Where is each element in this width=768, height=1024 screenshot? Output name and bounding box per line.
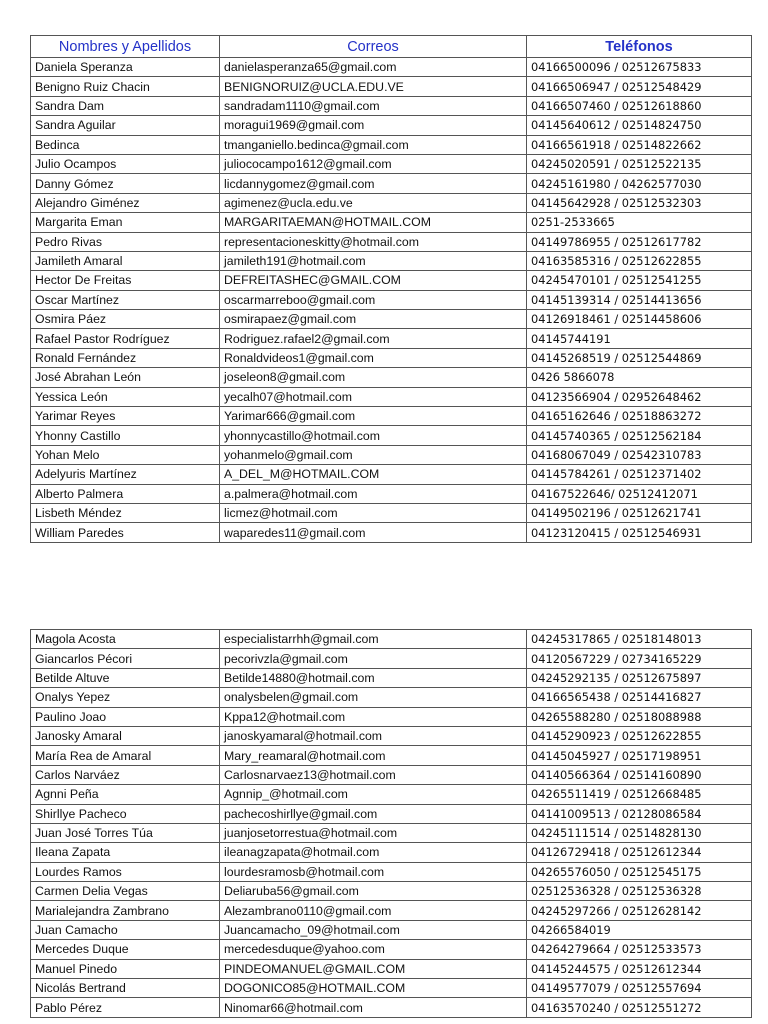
contact-email: danielasperanza65@gmail.com — [220, 58, 527, 77]
contact-name: Carlos Narváez — [31, 765, 220, 784]
contact-email: Kppa12@hotmail.com — [220, 707, 527, 726]
contact-phone: 04123566904 / 02952648462 — [527, 387, 752, 406]
contact-email: moragui1969@gmail.com — [220, 116, 527, 135]
table-body-2 — [31, 630, 752, 1018]
table-row — [31, 465, 752, 484]
contact-name: Magola Acosta — [31, 630, 220, 649]
contact-phone: 04149502196 / 02512621741 — [527, 503, 752, 522]
contact-email: representacioneskitty@hotmail.com — [220, 232, 527, 251]
contact-email: Carlosnarvaez13@hotmail.com — [220, 765, 527, 784]
contact-phone: 04149786955 / 02512617782 — [527, 232, 752, 251]
contact-name: Onalys Yepez — [31, 688, 220, 707]
contact-name: Hector De Freitas — [31, 271, 220, 290]
contact-phone: 04165162646 / 02518863272 — [527, 407, 752, 426]
table-row — [31, 368, 752, 387]
contact-email: Rodriguez.rafael2@gmail.com — [220, 329, 527, 348]
contact-name: Betilde Altuve — [31, 668, 220, 687]
contact-phone: 04265576050 / 02512545175 — [527, 862, 752, 881]
table-row — [31, 251, 752, 270]
contact-email: Agnnip_@hotmail.com — [220, 785, 527, 804]
contact-name: Daniela Speranza — [31, 58, 220, 77]
contact-name: Alejandro Giménez — [31, 193, 220, 212]
table-row — [31, 707, 752, 726]
contact-email: Deliaruba56@gmail.com — [220, 882, 527, 901]
contact-name: Lourdes Ramos — [31, 862, 220, 881]
contact-email: Juancamacho_09@hotmail.com — [220, 920, 527, 939]
contact-email: agimenez@ucla.edu.ve — [220, 193, 527, 212]
contact-email: Ninomar66@hotmail.com — [220, 998, 527, 1017]
contact-name: Juan José Torres Túa — [31, 823, 220, 842]
contact-name: Margarita Eman — [31, 213, 220, 232]
contact-name: Juan Camacho — [31, 920, 220, 939]
contact-phone: 02512536328 / 02512536328 — [527, 882, 752, 901]
contact-name: Paulino Joao — [31, 707, 220, 726]
table-row — [31, 823, 752, 842]
contact-phone: 04245111514 / 02514828130 — [527, 823, 752, 842]
contacts-table-1 — [30, 35, 752, 543]
table-row — [31, 193, 752, 212]
contact-email: onalysbelen@gmail.com — [220, 688, 527, 707]
contact-email: licmez@hotmail.com — [220, 503, 527, 522]
contact-phone: 04245297266 / 02512628142 — [527, 901, 752, 920]
contact-phone: 04166507460 / 02512618860 — [527, 96, 752, 115]
contact-phone: 04163570240 / 02512551272 — [527, 998, 752, 1017]
contact-phone: 04120567229 / 02734165229 — [527, 649, 752, 668]
contact-phone: 04141009513 / 02128086584 — [527, 804, 752, 823]
table-header — [31, 36, 752, 58]
contact-name: Benigno Ruiz Chacin — [31, 77, 220, 96]
table-row — [31, 426, 752, 445]
contact-phone: 04245292135 / 02512675897 — [527, 668, 752, 687]
table-row — [31, 649, 752, 668]
contact-phone: 04145784261 / 02512371402 — [527, 465, 752, 484]
table-row — [31, 484, 752, 503]
contact-phone: 04265511419 / 02512668485 — [527, 785, 752, 804]
table-row — [31, 920, 752, 939]
contact-name: Giancarlos Pécori — [31, 649, 220, 668]
contact-email: pachecoshirllye@gmail.com — [220, 804, 527, 823]
contact-name: Julio Ocampos — [31, 154, 220, 173]
contact-email: PINDEOMANUEL@GMAIL.COM — [220, 959, 527, 978]
contact-phone: 0251-2533665 — [527, 213, 752, 232]
table-row — [31, 688, 752, 707]
header-row — [31, 36, 752, 58]
contact-name: Agnni Peña — [31, 785, 220, 804]
table-row — [31, 804, 752, 823]
contact-email: jamileth191@hotmail.com — [220, 251, 527, 270]
contact-name: Janosky Amaral — [31, 726, 220, 745]
contact-email: yecalh07@hotmail.com — [220, 387, 527, 406]
contact-name: Alberto Palmera — [31, 484, 220, 503]
contact-phone: 04245020591 / 02512522135 — [527, 154, 752, 173]
table-row — [31, 348, 752, 367]
contact-phone: 04145244575 / 02512612344 — [527, 959, 752, 978]
contact-phone: 04166561918 / 02514822662 — [527, 135, 752, 154]
table-row — [31, 959, 752, 978]
contact-name: Jamileth Amaral — [31, 251, 220, 270]
contact-email: Mary_reamaral@hotmail.com — [220, 746, 527, 765]
contact-email: waparedes11@gmail.com — [220, 523, 527, 542]
contact-name: Yohan Melo — [31, 445, 220, 464]
contact-phone: 04123120415 / 02512546931 — [527, 523, 752, 542]
contact-email: Ronaldvideos1@gmail.com — [220, 348, 527, 367]
contact-phone: 04145744191 — [527, 329, 752, 348]
contact-phone: 04266584019 — [527, 920, 752, 939]
contact-name: Bedinca — [31, 135, 220, 154]
table-row — [31, 726, 752, 745]
contact-phone: 04166565438 / 02514416827 — [527, 688, 752, 707]
contact-name: Ronald Fernández — [31, 348, 220, 367]
contact-phone: 04145290923 / 02512622855 — [527, 726, 752, 745]
contacts-table-2 — [30, 629, 752, 1018]
contact-phone: 04245161980 / 04262577030 — [527, 174, 752, 193]
contact-email: A_DEL_M@HOTMAIL.COM — [220, 465, 527, 484]
contact-name: Sandra Aguilar — [31, 116, 220, 135]
contact-email: MARGARITAEMAN@HOTMAIL.COM — [220, 213, 527, 232]
contact-email: yohanmelo@gmail.com — [220, 445, 527, 464]
contact-phone: 04265588280 / 02518088988 — [527, 707, 752, 726]
table-row — [31, 116, 752, 135]
contact-email: janoskyamaral@hotmail.com — [220, 726, 527, 745]
contact-name: Nicolás Bertrand — [31, 979, 220, 998]
contact-phone: 04126918461 / 02514458606 — [527, 310, 752, 329]
contact-email: juliococampo1612@gmail.com — [220, 154, 527, 173]
header-names: Nombres y Apellidos — [31, 36, 220, 58]
header-emails: Correos — [220, 36, 527, 58]
contact-phone: 04140566364 / 02514160890 — [527, 765, 752, 784]
contact-email: pecorivzla@gmail.com — [220, 649, 527, 668]
contact-phone: 04245470101 / 02512541255 — [527, 271, 752, 290]
contact-email: Betilde14880@hotmail.com — [220, 668, 527, 687]
contact-phone: 04145045927 / 02517198951 — [527, 746, 752, 765]
table-body-1 — [31, 58, 752, 543]
table-row — [31, 387, 752, 406]
contact-name: William Paredes — [31, 523, 220, 542]
table-row — [31, 135, 752, 154]
contact-email: ileanagzapata@hotmail.com — [220, 843, 527, 862]
contact-name: Yarimar Reyes — [31, 407, 220, 426]
table-row — [31, 329, 752, 348]
contact-name: Sandra Dam — [31, 96, 220, 115]
contact-name: Danny Gómez — [31, 174, 220, 193]
contact-name: Yessica León — [31, 387, 220, 406]
table-row — [31, 503, 752, 522]
contact-email: mercedesduque@yahoo.com — [220, 940, 527, 959]
contact-name: Yhonny Castillo — [31, 426, 220, 445]
table-row — [31, 445, 752, 464]
contact-name: Ileana Zapata — [31, 843, 220, 862]
contact-email: DOGONICO85@HOTMAIL.COM — [220, 979, 527, 998]
contact-phone: 0426 5866078 — [527, 368, 752, 387]
contact-email: BENIGNORUIZ@UCLA.EDU.VE — [220, 77, 527, 96]
contact-phone: 04149577079 / 02512557694 — [527, 979, 752, 998]
table-row — [31, 668, 752, 687]
contact-phone: 04166500096 / 02512675833 — [527, 58, 752, 77]
contact-name: Pedro Rivas — [31, 232, 220, 251]
contact-name: Osmira Páez — [31, 310, 220, 329]
contact-email: especialistarrhh@gmail.com — [220, 630, 527, 649]
contact-name: Rafael Pastor Rodríguez — [31, 329, 220, 348]
table-row — [31, 77, 752, 96]
contact-email: oscarmarreboo@gmail.com — [220, 290, 527, 309]
table-row — [31, 630, 752, 649]
contact-phone: 04145740365 / 02512562184 — [527, 426, 752, 445]
contact-phone: 04126729418 / 02512612344 — [527, 843, 752, 862]
contact-name: María Rea de Amaral — [31, 746, 220, 765]
contact-email: Alezambrano0110@gmail.com — [220, 901, 527, 920]
contact-phone: 04145640612 / 02514824750 — [527, 116, 752, 135]
contact-name: Lisbeth Méndez — [31, 503, 220, 522]
header-phones: Teléfonos — [527, 36, 752, 58]
table-row — [31, 862, 752, 881]
contact-phone: 04168067049 / 02542310783 — [527, 445, 752, 464]
contact-email: a.palmera@hotmail.com — [220, 484, 527, 503]
table-row — [31, 523, 752, 542]
contact-name: Mercedes Duque — [31, 940, 220, 959]
table-row — [31, 154, 752, 173]
contact-email: lourdesramosb@hotmail.com — [220, 862, 527, 881]
table-row — [31, 765, 752, 784]
contact-name: Pablo Pérez — [31, 998, 220, 1017]
table-row — [31, 96, 752, 115]
contact-name: Oscar Martínez — [31, 290, 220, 309]
contact-name: José Abrahan León — [31, 368, 220, 387]
table-row — [31, 843, 752, 862]
contact-email: tmanganiello.bedinca@gmail.com — [220, 135, 527, 154]
table-row — [31, 901, 752, 920]
table-row — [31, 310, 752, 329]
table-row — [31, 58, 752, 77]
contact-name: Manuel Pinedo — [31, 959, 220, 978]
contact-email: osmirapaez@gmail.com — [220, 310, 527, 329]
contact-name: Adelyuris Martínez — [31, 465, 220, 484]
contact-phone: 04245317865 / 02518148013 — [527, 630, 752, 649]
contact-name: Marialejandra Zambrano — [31, 901, 220, 920]
table-row — [31, 979, 752, 998]
contact-phone: 04145268519 / 02512544869 — [527, 348, 752, 367]
contact-phone: 04145642928 / 02512532303 — [527, 193, 752, 212]
contact-email: yhonnycastillo@hotmail.com — [220, 426, 527, 445]
contact-name: Shirllye Pacheco — [31, 804, 220, 823]
table-row — [31, 940, 752, 959]
contact-phone: 04145139314 / 02514413656 — [527, 290, 752, 309]
table-row — [31, 407, 752, 426]
contact-phone: 04163585316 / 02512622855 — [527, 251, 752, 270]
contact-email: joseleon8@gmail.com — [220, 368, 527, 387]
contact-email: juanjosetorrestua@hotmail.com — [220, 823, 527, 842]
table-row — [31, 746, 752, 765]
table-row — [31, 271, 752, 290]
contact-phone: 04167522646/ 02512412071 — [527, 484, 752, 503]
table-row — [31, 232, 752, 251]
table-row — [31, 290, 752, 309]
contact-email: Yarimar666@gmail.com — [220, 407, 527, 426]
table-row — [31, 213, 752, 232]
contact-phone: 04264279664 / 02512533573 — [527, 940, 752, 959]
table-row — [31, 785, 752, 804]
table-row — [31, 882, 752, 901]
table-row — [31, 998, 752, 1017]
contact-email: DEFREITASHEC@GMAIL.COM — [220, 271, 527, 290]
contact-email: licdannygomez@gmail.com — [220, 174, 527, 193]
contact-name: Carmen Delia Vegas — [31, 882, 220, 901]
contact-phone: 04166506947 / 02512548429 — [527, 77, 752, 96]
contact-email: sandradam1110@gmail.com — [220, 96, 527, 115]
table-row — [31, 174, 752, 193]
